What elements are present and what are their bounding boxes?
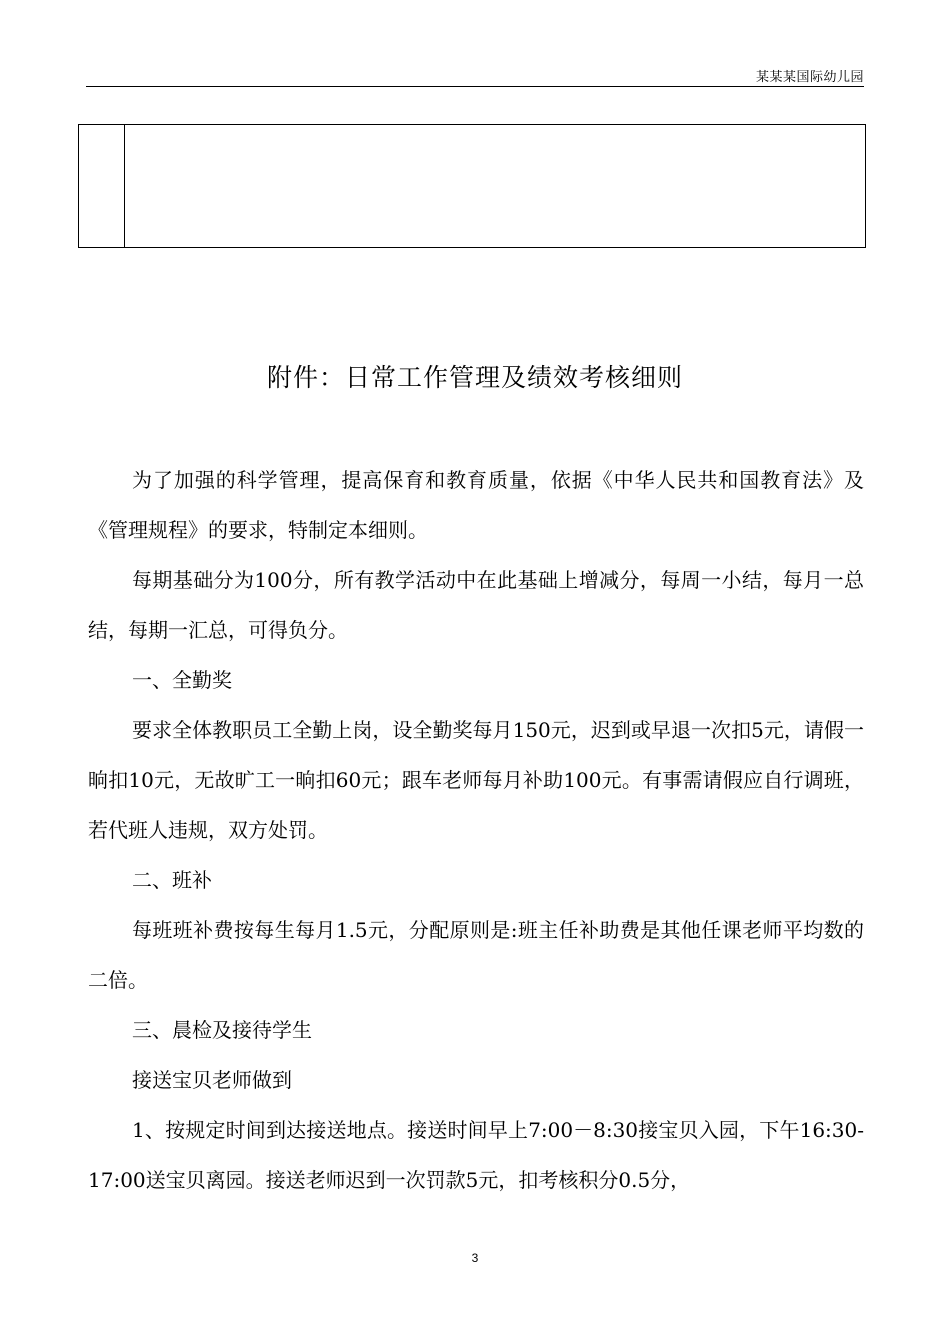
table-cell-divider <box>124 125 125 247</box>
paragraph-pickup-rule-1: 1、按规定时间到达接送地点。接送时间早上7:00－8:30接宝贝入园，下午16:30-17:00送宝贝离园。接送老师迟到一次罚款5元，扣考核积分0.5分， <box>88 1118 864 1192</box>
paragraph-intro: 为了加强的科学管理，提高保育和教育质量，依据《中华人民共和国教育法》及《管理规程》的要求，特制定本细则。 <box>88 468 864 542</box>
header-school-name: 某某某国际幼儿园 <box>755 70 864 85</box>
document-title: 附件：日常工作管理及绩效考核细则 <box>266 363 683 392</box>
paragraph-class-subsidy: 每班班补费按每生每月1.5元，分配原则是:班主任补助费是其他任课老师平均数的二倍。 <box>88 918 864 992</box>
header-rule <box>86 86 864 87</box>
section-heading-attendance: 一、全勤奖 <box>132 668 232 692</box>
section-heading-morning-check: 三、晨检及接待学生 <box>132 1018 312 1042</box>
empty-table <box>78 124 866 248</box>
paragraph-pickup-teacher: 接送宝贝老师做到 <box>132 1068 292 1092</box>
paragraph-attendance: 要求全体教职员工全勤上岗，设全勤奖每月150元，迟到或早退一次扣5元，请假一晌扣10元，无故旷工一晌扣60元；跟车老师每月补助100元。有事需请假应自行调班，若代班人违规，双方处罚。 <box>88 718 864 842</box>
page-number: 3 <box>471 1251 479 1265</box>
section-heading-class-subsidy: 二、班补 <box>132 868 212 892</box>
paragraph-base-score: 每期基础分为100分，所有教学活动中在此基础上增减分，每周一小结，每月一总结，每期一汇总，可得负分。 <box>88 568 864 642</box>
document-body <box>88 455 864 1205</box>
